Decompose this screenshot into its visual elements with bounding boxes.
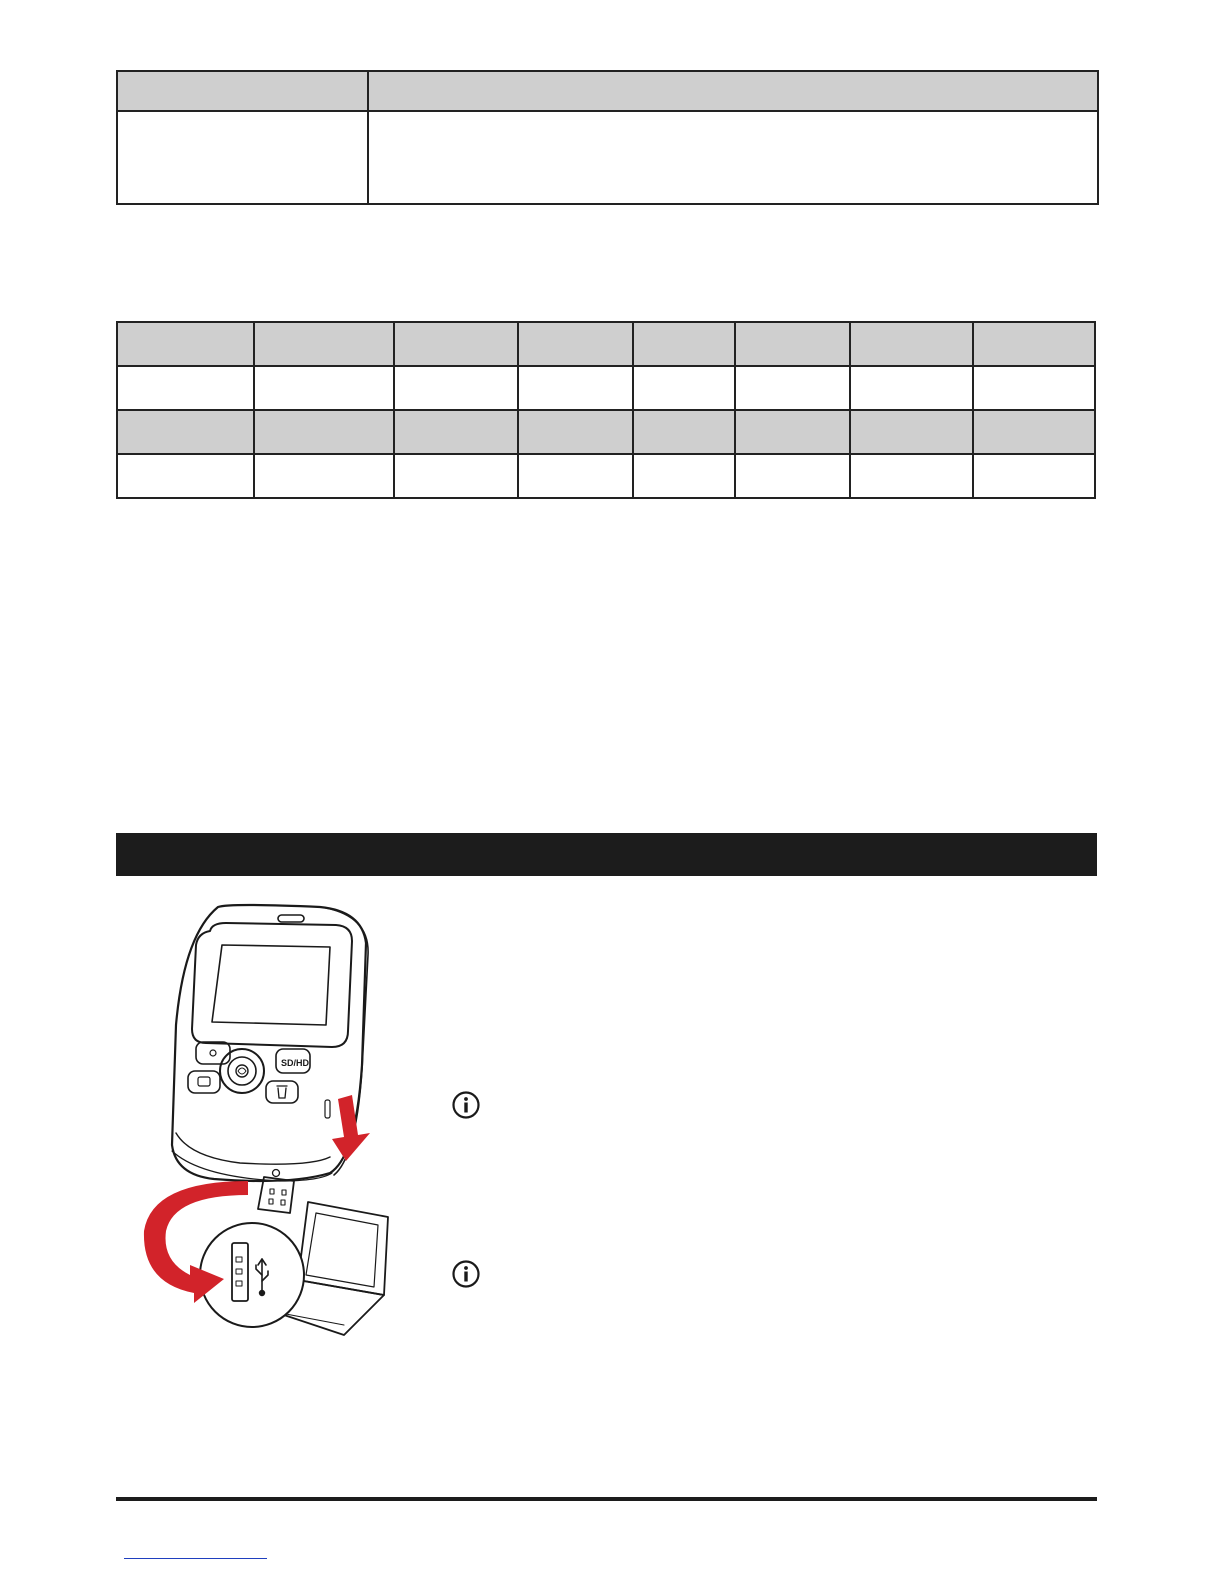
table-row [117,454,1095,498]
info-circle-icon [451,1259,481,1289]
info-circle-icon [451,1090,481,1120]
table-row [117,111,1098,204]
record-button [196,1042,230,1064]
down-arrow-icon [332,1095,370,1161]
table-cell [518,454,633,498]
table-cell [117,111,368,204]
usb-port-zoom [200,1223,304,1327]
table-header-cell [394,410,518,454]
table-header-cell [117,410,254,454]
spec-table-1 [116,70,1099,205]
table-cell [735,366,850,410]
table-header-cell [735,410,850,454]
screen [212,945,330,1025]
table-cell [117,366,254,410]
table-row [117,71,1098,111]
table-cell [394,366,518,410]
delete-button [266,1081,298,1103]
table-cell [368,111,1098,204]
spec-table-2 [116,321,1096,499]
table-cell [394,454,518,498]
table-header-cell [117,71,368,111]
speaker-slot [278,915,304,922]
table-cell [633,454,735,498]
table-header-cell [368,71,1098,111]
table-header-cell [850,410,973,454]
table-cell [850,454,973,498]
camera-button [188,1071,220,1093]
table-header-cell [633,410,735,454]
table-cell [850,366,973,410]
table-cell [254,366,394,410]
sd-hd-label: SD/HD [281,1058,310,1068]
usb-plug [258,1177,294,1213]
table-header-cell [394,322,518,366]
table-cell [973,366,1095,410]
link-underline[interactable] [124,1558,267,1559]
footer-rule [116,1497,1097,1501]
table-cell [973,454,1095,498]
joystick [220,1049,264,1093]
table-header-cell [633,322,735,366]
table-header-cell [973,322,1095,366]
camera-usb-connect-illustration [130,895,400,1345]
table-cell [117,454,254,498]
table-cell [518,366,633,410]
table-header-cell [254,410,394,454]
table-cell [633,366,735,410]
table-header-cell [518,322,633,366]
table-header-cell [850,322,973,366]
table-header-cell [735,322,850,366]
trash-icon [277,1086,287,1098]
table-cell [254,454,394,498]
camera-icon [198,1077,210,1086]
table-row [117,322,1095,366]
section-header-bar [116,833,1097,876]
table-header-cell [254,322,394,366]
table-row [117,366,1095,410]
table-header-cell [518,410,633,454]
table-header-cell [117,322,254,366]
table-header-cell [973,410,1095,454]
table-cell [735,454,850,498]
table-row [117,410,1095,454]
record-dot-icon [210,1050,216,1056]
